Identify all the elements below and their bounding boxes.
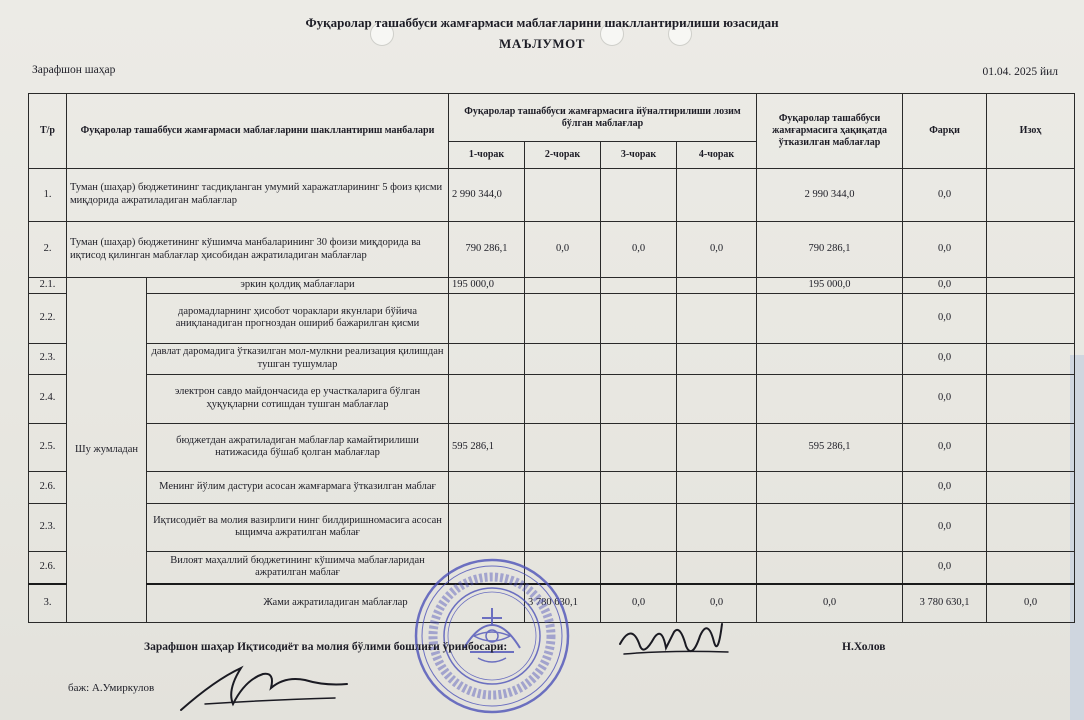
row-q1 bbox=[449, 503, 525, 551]
row-q3 bbox=[601, 293, 677, 343]
total-q1: 3 780 630,1 bbox=[525, 584, 601, 622]
row-q3 bbox=[601, 343, 677, 374]
row-diff: 0,0 bbox=[903, 169, 987, 222]
row-diff: 0,0 bbox=[903, 343, 987, 374]
funds-table bbox=[28, 93, 1075, 623]
row-actual: 790 286,1 bbox=[757, 222, 903, 278]
document-subtitle: МАЪЛУМОТ bbox=[499, 36, 585, 51]
row-q3 bbox=[601, 503, 677, 551]
date-label: 01.04. 2025 йил bbox=[982, 66, 1058, 78]
row-q3 bbox=[601, 423, 677, 471]
row-num: 2.5. bbox=[29, 423, 67, 471]
row-diff: 0,0 bbox=[903, 222, 987, 278]
row-diff: 0,0 bbox=[903, 471, 987, 503]
official-stamp-icon bbox=[412, 556, 572, 716]
total-num: 3. bbox=[29, 584, 67, 622]
row-q1: 2 990 344,0 bbox=[449, 169, 525, 222]
row-q4 bbox=[677, 278, 757, 294]
row-diff: 0,0 bbox=[903, 503, 987, 551]
row-actual bbox=[757, 293, 903, 343]
row-label: эркин қолдиқ маблағлари bbox=[147, 278, 449, 294]
row-num: 2.6. bbox=[29, 471, 67, 503]
row-q2 bbox=[525, 169, 601, 222]
row-label: давлат даромадига ўтказилган мол-мулкни реализация қилишдан тушган тушумлар bbox=[147, 343, 449, 374]
total-diff: 0,0 bbox=[987, 584, 1075, 622]
row-actual bbox=[757, 471, 903, 503]
row-note bbox=[987, 169, 1075, 222]
row-diff: 0,0 bbox=[903, 551, 987, 584]
row-label: Туман (шаҳар) бюджетининг кўшимча манбаларининг 30 фоизи миқдорида ва иқтисод қилинган маблағлар ҳисобидан ажратиладиган маблағлар bbox=[67, 222, 449, 278]
row-num: 1. bbox=[29, 169, 67, 222]
row-actual: 195 000,0 bbox=[757, 278, 903, 294]
row-q2 bbox=[525, 374, 601, 423]
col-planned-header: Фуқаролар ташаббуси жамғармасига йўналтирилиши лозим бўлган маблағлар bbox=[449, 94, 757, 142]
document-title: Фуқаролар ташаббуси жамғармаси маблағларини шакллантирилиши юзасидан bbox=[305, 15, 779, 30]
col-diff-header: Фарқи bbox=[903, 94, 987, 169]
row-q1 bbox=[449, 471, 525, 503]
row-note bbox=[987, 278, 1075, 294]
col-source-header: Фуқаролар ташаббуси жамғармаси маблағларини шакллантириш манбалари bbox=[67, 94, 449, 169]
row-q4 bbox=[677, 293, 757, 343]
row-q4 bbox=[677, 374, 757, 423]
row-num: 2.3. bbox=[29, 343, 67, 374]
row-num: 2.4. bbox=[29, 374, 67, 423]
deputy-name: Н.Холов bbox=[842, 641, 886, 653]
row-label: даромадларнинг ҳисобот чораклари якунлари бўйича аниқланадиган прогноздан ошириб бажарилган қисми bbox=[147, 293, 449, 343]
row-q4 bbox=[677, 169, 757, 222]
col-num-header: Т/р bbox=[29, 94, 67, 169]
col-actual-header: Фуқаролар ташаббуси жамғармасига ҳақиқатда ўтказилган маблағлар bbox=[757, 94, 903, 169]
row-note bbox=[987, 222, 1075, 278]
table-row bbox=[29, 374, 1075, 423]
row-q3 bbox=[601, 471, 677, 503]
row-q3 bbox=[601, 374, 677, 423]
col-q4-header: 4-чорак bbox=[677, 142, 757, 169]
row-num: 2.2. bbox=[29, 293, 67, 343]
row-diff: 0,0 bbox=[903, 278, 987, 294]
row-label: Менинг йўлим дастури асосан жамғармага ўтказилган маблағ bbox=[147, 471, 449, 503]
row-note bbox=[987, 471, 1075, 503]
total-actual: 3 780 630,1 bbox=[903, 584, 987, 622]
row-num: 2.6. bbox=[29, 551, 67, 584]
row-num: 2.1. bbox=[29, 278, 67, 294]
row-note bbox=[987, 343, 1075, 374]
deputy-title: Зарафшон шаҳар Иқтисодиёт ва молия бўлими бошлиғи ўринбосари: bbox=[144, 641, 508, 653]
row-q2: 0,0 bbox=[525, 222, 601, 278]
row-note bbox=[987, 503, 1075, 551]
accountant-name: баж: А.Умиркулов bbox=[68, 682, 155, 694]
table-row bbox=[29, 471, 1075, 503]
total-q4: 0,0 bbox=[757, 584, 903, 622]
row-label: Иқтисодиёт ва молия вазирлиги нинг билдиришномасига асосан ыщимча ажратилган маблағ bbox=[147, 503, 449, 551]
city-label: Зарафшон шаҳар bbox=[32, 64, 116, 76]
row-q2 bbox=[525, 293, 601, 343]
row-q3 bbox=[601, 551, 677, 584]
row-note bbox=[987, 551, 1075, 584]
row-diff: 0,0 bbox=[903, 374, 987, 423]
row-q4 bbox=[677, 471, 757, 503]
row-q4 bbox=[677, 423, 757, 471]
row-q1 bbox=[449, 293, 525, 343]
row-q2 bbox=[525, 278, 601, 294]
row-num: 2.3. bbox=[29, 503, 67, 551]
row-actual bbox=[757, 343, 903, 374]
col-q3-header: 3-чорак bbox=[601, 142, 677, 169]
row-q3: 0,0 bbox=[601, 222, 677, 278]
row-note bbox=[987, 423, 1075, 471]
row-q1 bbox=[449, 343, 525, 374]
table-row bbox=[29, 222, 1075, 278]
row-q4 bbox=[677, 503, 757, 551]
row-label: электрон савдо майдончасида ер участкаларига бўлган ҳуқуқларни сотишдан тушган маблағлар bbox=[147, 374, 449, 423]
row-actual bbox=[757, 551, 903, 584]
row-q2 bbox=[525, 503, 601, 551]
row-q2 bbox=[525, 343, 601, 374]
signature-holov-icon bbox=[610, 612, 740, 672]
total-label: Жами ажратиладиган маблағлар bbox=[147, 584, 525, 622]
row-q2 bbox=[525, 471, 601, 503]
row-label: Вилоят маҳаллий бюджетининг кўшимча маблағларидан ажратилган маблағ bbox=[147, 551, 449, 584]
row-q3 bbox=[601, 169, 677, 222]
row-q1: 195 000,0 bbox=[449, 278, 525, 294]
row-q4 bbox=[677, 551, 757, 584]
row-q2 bbox=[525, 423, 601, 471]
table-row bbox=[29, 423, 1075, 471]
row-q3 bbox=[601, 278, 677, 294]
row-diff: 0,0 bbox=[903, 293, 987, 343]
row-num: 2. bbox=[29, 222, 67, 278]
table-row bbox=[29, 278, 1075, 294]
col-q2-header: 2-чорак bbox=[525, 142, 601, 169]
total-q2: 0,0 bbox=[601, 584, 677, 622]
table-row bbox=[29, 169, 1075, 222]
table-row bbox=[29, 503, 1075, 551]
row-q4 bbox=[677, 343, 757, 374]
row-diff: 0,0 bbox=[903, 423, 987, 471]
row-note bbox=[987, 374, 1075, 423]
row-q1 bbox=[449, 374, 525, 423]
row-q1: 595 286,1 bbox=[449, 423, 525, 471]
signature-umirkulov-icon bbox=[175, 660, 355, 720]
row-note bbox=[987, 293, 1075, 343]
table-row bbox=[29, 293, 1075, 343]
table-row bbox=[29, 343, 1075, 374]
row-actual bbox=[757, 374, 903, 423]
row-q1: 790 286,1 bbox=[449, 222, 525, 278]
col-note-header: Изоҳ bbox=[987, 94, 1075, 169]
row-actual bbox=[757, 503, 903, 551]
row-actual: 595 286,1 bbox=[757, 423, 903, 471]
row-actual: 2 990 344,0 bbox=[757, 169, 903, 222]
row-label: Туман (шаҳар) бюджетининг тасдиқланган умумий харажатларининг 5 фоиз қисми миқдорида ажратиладиган маблағлар bbox=[67, 169, 449, 222]
total-q3: 0,0 bbox=[677, 584, 757, 622]
col-q1-header: 1-чорак bbox=[449, 142, 525, 169]
row-q4: 0,0 bbox=[677, 222, 757, 278]
group-label: Шу жумладан bbox=[67, 278, 147, 623]
row-label: бюджетдан ажратиладиган маблағлар камайтирилиши натижасида бўшаб қолган маблағлар bbox=[147, 423, 449, 471]
